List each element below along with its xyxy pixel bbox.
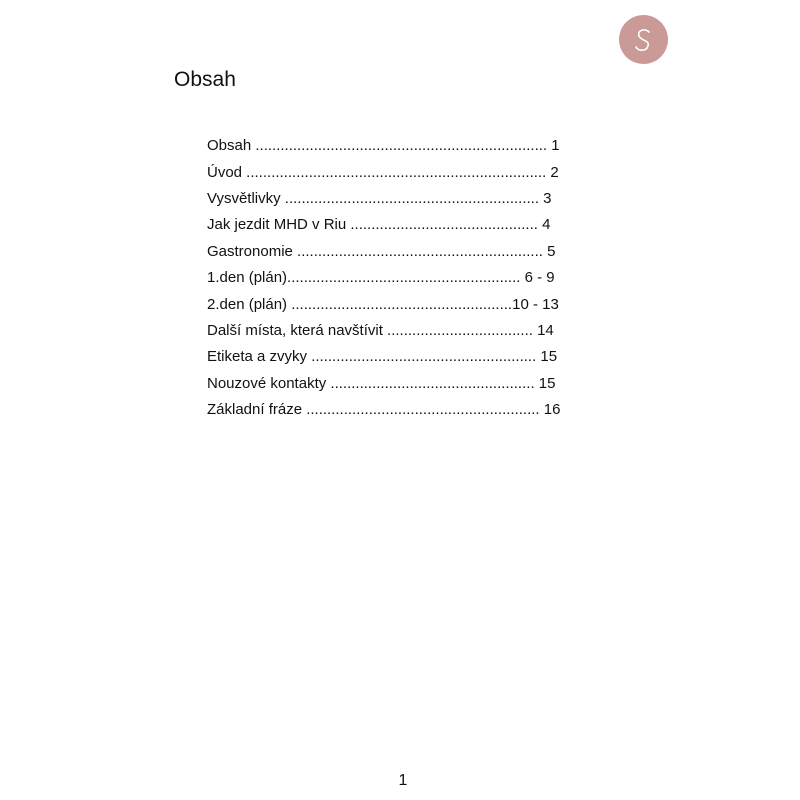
- toc-item-text: 1.den (plán)........................................................ 6 - 9: [207, 269, 555, 287]
- toc-item[interactable]: [207, 371, 560, 397]
- toc-item-text: Nouzové kontakty ................................................. 15: [207, 374, 556, 392]
- page-title: Obsah: [174, 68, 236, 91]
- toc-item[interactable]: [207, 397, 560, 423]
- toc-item-text: Jak jezdit MHD v Riu ............................................. 4: [207, 216, 551, 234]
- page-number: 1: [398, 772, 408, 789]
- toc-item[interactable]: [207, 265, 560, 291]
- toc-item-text: Obsah ...................................................................... 1: [207, 137, 560, 155]
- toc-item-text: Základní fráze ........................................................ 16: [207, 401, 561, 419]
- table-of-contents: [207, 133, 560, 423]
- toc-item[interactable]: [207, 318, 560, 344]
- toc-item[interactable]: [207, 344, 560, 370]
- toc-item[interactable]: [207, 186, 560, 212]
- brand-logo-icon: [619, 15, 668, 64]
- toc-item-text: Úvod ........................................................................ 2: [207, 163, 559, 181]
- toc-item[interactable]: [207, 239, 560, 265]
- toc-item-text: 2.den (plán) .....................................................10 - 13: [207, 295, 559, 313]
- letter-s-logo-icon: [629, 25, 659, 55]
- toc-item[interactable]: [207, 291, 560, 317]
- toc-item-text: Gastronomie ........................................................... 5: [207, 242, 556, 260]
- toc-item[interactable]: [207, 159, 560, 185]
- toc-item-text: Etiketa a zvyky ...................................................... 15: [207, 348, 558, 366]
- toc-item-text: Další místa, která navštívit ................................... 14: [207, 321, 554, 339]
- toc-item-text: Vysvětlivky ............................................................. 3: [207, 189, 552, 207]
- toc-item[interactable]: [207, 212, 560, 238]
- toc-item[interactable]: [207, 133, 560, 159]
